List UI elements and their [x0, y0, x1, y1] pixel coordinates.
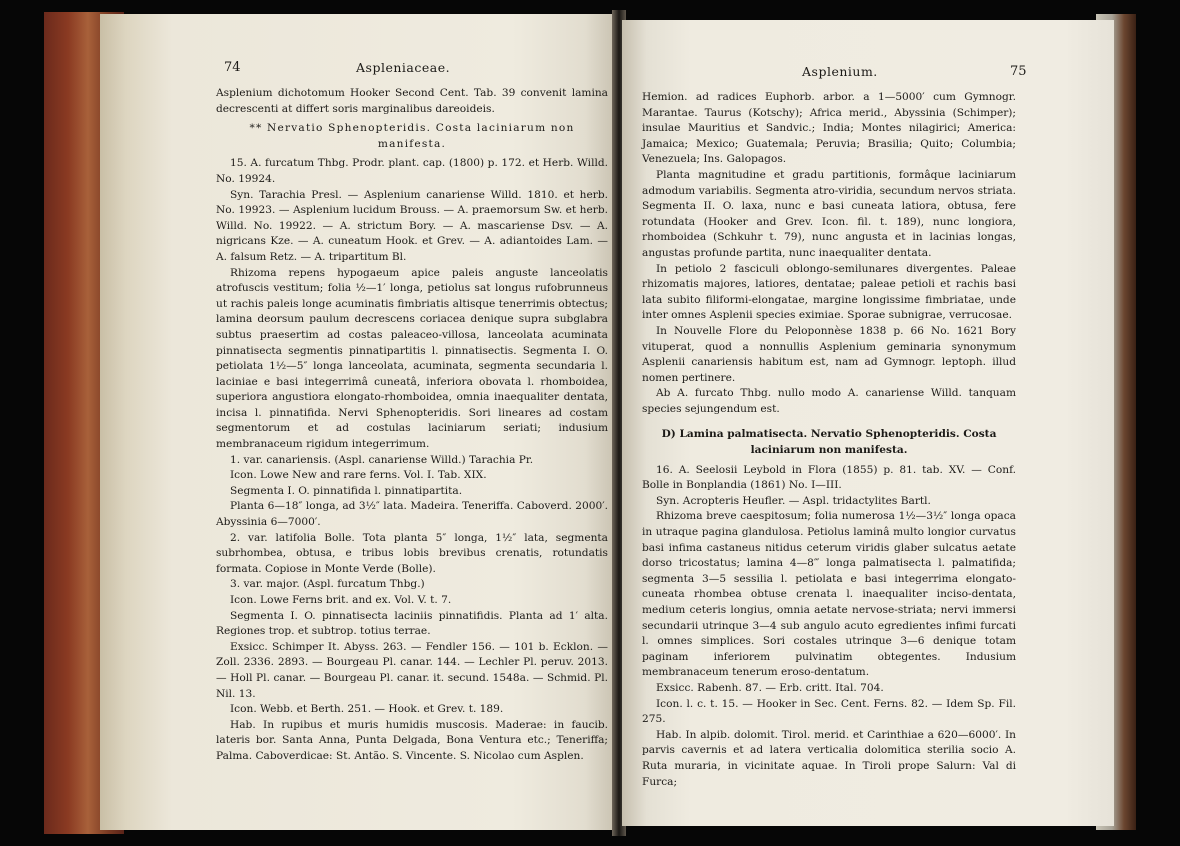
exsiccata-paragraph: Exsicc. Schimper It. Abyss. 263. — Fendler 156. — 101 b. Ecklon. — Zoll. 2336. 2893. — Bourgeau Pl. canar. 144. — Lechler Pl. peruv. 2013. — Holl Pl. canar. — Bourgeau Pl. canar. it. secund. 1548a. — Schmid. Pl. Nil. 13. — [216, 640, 608, 700]
variety-heading: 3. var. major. (Aspl. furcatum Thbg.) — [230, 578, 425, 591]
variety-heading: 1. var. canariensis. (Aspl. canariense Willd.) Tarachia Pr. — [230, 453, 534, 466]
left-page — [100, 14, 616, 830]
right-running-title: Asplenium. — [802, 64, 878, 79]
synonyms-paragraph: Syn. Acropteris Heufler. — Aspl. tridactylites Bartl. — [656, 494, 931, 507]
left-page-header — [100, 60, 616, 76]
paragraph: Ab A. furcato Thbg. nullo modo A. canariense Willd. tanquam species sejungendum est. — [642, 387, 1016, 415]
paragraph: In petiolo 2 fasciculi oblongo-semilunares divergentes. Paleae rhizomatis majores, latiores, dentatae; paleae petioli et rachis basi lata subito filiformi-elongatae, margine longissime fimbriatae, unde inter omnes Asplenii species eximiae. Sporae subnigrae, verrucosae. — [642, 262, 1016, 322]
icon-reference: Icon. l. c. t. 15. — Hooker in Sec. Cent. Ferns. 82. — Idem Sp. Fil. 275. — [642, 697, 1016, 726]
habitat-paragraph: Hab. In rupibus et muris humidis muscosis. Maderae: in faucib. lateris bor. Santa Anna, Punta Delgada, Bona Ventura etc.; Teneriffa; Palma. Caboverdicae: St. Antão. S. Vincente. S. Nicolao cum Asplen. — [216, 718, 608, 762]
variety-heading: 2. var. latifolia Bolle. Tota planta 5″ longa, 1½″ lata, segmenta subrhombea, obtusa, e tribus lobis brevibus crenatis, rotundatis formata. Copiose in Monte Verde (Bolle). — [216, 531, 608, 575]
right-page-text — [642, 90, 1016, 790]
right-page-header — [622, 64, 1114, 80]
description-paragraph: Rhizoma breve caespitosum; folia numerosa 1½—3½″ longa opaca in utraque pagina glandulosa. Petiolus laminâ multo longior curvatus basi infima castaneus nitidus ceterum viridis glaber sulcatus aetate dorso tricostatus; lamina 4—8‴ longa palmatisecta l. palmatifida; segmenta 3—5 sessilia l. petiolata e basi integerrima elongato-cuneata rhombea obtuse crenata l. inaequaliter inciso-dentata, medium ceteris longius, omnia aetate nervose-striata; nervi immersi secundarii utrinque 3—4 sub angulo acuto egredientes infimi furcati l. omnes simplices. Sori costales utrinque 3—6 denique totam paginam inferiorem pulvinatim obtegentes. Indusium membranaceum tenerum eroso-dentatum. — [642, 510, 1016, 679]
paragraph: Segmenta I. O. pinnatisecta laciniis pinnatifidis. Planta ad 1′ alta. Regiones trop. et subtrop. totius terrae. — [216, 609, 608, 638]
icon-reference: Icon. Lowe Ferns brit. and ex. Vol. V. t. 7. — [230, 594, 452, 606]
left-running-title: Aspleniaceae. — [356, 60, 451, 75]
description-paragraph: Rhizoma repens hypogaeum apice paleis anguste lanceolatis atrofuscis vestitum; folia ½—1′ longa, petiolus sat longus rufobrunneus ut rachis paleis longe acuminatis fimbriatis altisque tenerrimis obtectus; lamina deorsum paulum decrescens coriacea denique supra subglabra subtus praesertim ad costas paleaceo-villosa, lanceolata acuminata pinnatisecta segmentis pinnatipartitis l. pinnatisectis. Segmenta I. O. petiolata 1½—5″ longa lanceolata, acuminata, segmenta secundaria l. laciniae e basi integerrimâ cuneatâ, inferiora obovata l. rhomboidea, superiora angustiora elongato-rhomboidea, omnia inaequaliter dentata, incisa l. pinnatifida. Nervi Sphenopteridis. Sori lineares ad costam segmentorum et ad costulas laciniarum seriati; indusium membranaceum rigidum integerrimum. — [216, 266, 608, 451]
right-page-number: 75 — [1010, 64, 1027, 79]
paragraph: Segmenta I. O. pinnatifida l. pinnatipartita. — [230, 484, 463, 497]
paragraph: Planta magnitudine et gradu partitionis, formâque laciniarum admodum variabilis. Segmenta atro-viridia, secundum nervos striata. Segmenta II. O. laxa, nunc e basi cuneata latiora, obtusa, fere rotundata (Hooker and Grev. Icon. fil. t. 189), nunc longiora, rhomboidea (Schkuhr t. 79), nunc angusta et in lacinias longas, angustas profunde partita, nunc inaequaliter dentata. — [642, 168, 1016, 259]
icon-reference: Icon. Lowe New and rare ferns. Vol. I. Tab. XIX. — [230, 469, 487, 482]
paragraph: Planta 6—18″ longa, ad 3½″ lata. Madeira. Teneriffa. Caboverd. 2000′. Abyssinia 6—7000′. — [216, 500, 608, 529]
subsection-heading: ** Nervatio Sphenopteridis. Costa laciniarum non manifesta. — [249, 122, 575, 150]
icon-reference: Icon. Webb. et Berth. 251. — Hook. et Grev. t. 189. — [230, 703, 504, 716]
exsiccata-paragraph: Exsicc. Rabenh. 87. — Erb. critt. Ital. 704. — [656, 681, 884, 694]
paragraph: Asplenium dichotomum Hooker Second Cent. Tab. 39 convenit lamina decrescenti at differt soris marginalibus dareoideis. — [216, 87, 608, 115]
species-heading: 16. A. Seelosii Leybold in Flora (1855) p. 81. tab. XV. — Conf. Bolle in Bonplandia (1861) No. I—III. — [642, 463, 1016, 492]
right-page — [622, 20, 1114, 826]
paragraph: In Nouvelle Flore du Peloponnèse 1838 p. 66 No. 1621 Bory vituperat, quod a nonnullis Asplenium geminaria synonymum Asplenii canariensis habitum est, nam ad Gymnogr. leptoph. illud nomen pertinere. — [642, 324, 1016, 384]
left-page-number: 74 — [224, 60, 241, 75]
paragraph: Hemion. ad radices Euphorb. arbor. a 1—5000′ cum Gymnogr. Marantae. Taurus (Kotschy); Africa merid., Abyssinia (Schimper); insulae Mauritius et Sandvic.; India; Montes nilagirici; America: Jamaica; Mexico; Guatemala; Peruvia; Brasilia; Quito; Columbia; Venezuela; Ins. Galopagos. — [642, 91, 1016, 166]
synonyms-paragraph: Syn. Tarachia Presl. — Asplenium canariense Willd. 1810. et herb. No. 19923. — Asplenium lucidum Brouss. — A. praemorsum Sw. et herb. Willd. No. 19922. — A. strictum Bory. — A. mascariense Dsv. — A. nigricans Kze. — A. cuneatum Hook. et Grev. — A. adiantoides Lam. — A. falsum Retz. — A. tripartitum Bl. — [216, 188, 608, 263]
species-heading: 15. A. furcatum Thbg. Prodr. plant. cap. (1800) p. 172. et Herb. Willd. No. 19924. — [216, 157, 608, 185]
left-page-text — [216, 86, 608, 765]
section-heading: D) Lamina palmatisecta. Nervatio Sphenopteridis. Costa laciniarum non manifesta. — [661, 428, 997, 457]
habitat-paragraph: Hab. In alpib. dolomit. Tirol. merid. et Carinthiae a 620—6000′. In parvis cavernis et ad latera verticalia dolomitica sterilia socio A. Ruta muraria, in vicinitate aquae. In Tiroli prope Salurn: Val di Furca; — [642, 728, 1016, 788]
